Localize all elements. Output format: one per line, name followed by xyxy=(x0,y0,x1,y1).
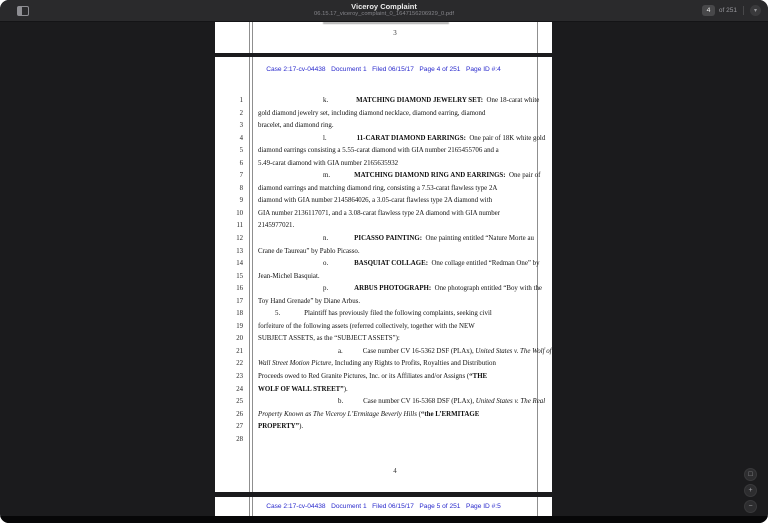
page-indicator xyxy=(702,0,761,21)
line-number: 28 xyxy=(236,435,243,443)
line-number: 11 xyxy=(236,222,243,230)
document-line xyxy=(215,423,552,436)
line-text: diamond with GIA number 2145864026, a 3.05-carat flawless type 2A diamond with xyxy=(258,197,493,205)
line-text: Property Known as The Viceroy L’Ermitage Beverly Hills (“the L’ERMITAGE xyxy=(258,410,480,418)
line-text: Toy Hand Grenade” by Diane Arbus. xyxy=(258,297,361,305)
line-text: 5. Plaintiff has previously filed the following complaints, seeking civil xyxy=(275,310,492,318)
document-line xyxy=(215,323,552,336)
page-footer-number: 4 xyxy=(393,467,397,475)
document-line xyxy=(215,285,552,298)
document-line xyxy=(215,398,552,411)
line-text: l. 11-CARAT DIAMOND EARRINGS: One pair of 18K white gold xyxy=(323,134,546,142)
line-text: a. Case number CV 16-5362 DSF (PLAx), United States v. The Wolf of xyxy=(338,347,552,355)
previous-page-footer-number: 3 xyxy=(393,29,397,37)
document-line xyxy=(215,185,552,198)
line-text: PROPERTY”). xyxy=(258,423,304,431)
line-text: Wall Street Motion Picture, Including any Rights to Profits, Royalties and Distribution xyxy=(258,360,496,368)
line-number: 18 xyxy=(236,310,243,318)
fit-page-icon: □ xyxy=(748,471,753,478)
document-line xyxy=(215,335,552,348)
line-number: 20 xyxy=(236,335,243,343)
line-text: SUBJECT ASSETS, as the “SUBJECT ASSETS”): xyxy=(258,335,400,343)
line-number: 27 xyxy=(236,423,243,431)
line-text: diamond earrings and matching diamond ring, consisting a 7.53-carat flawless type 2A xyxy=(258,184,498,192)
line-text: bracelet, and diamond ring. xyxy=(258,122,334,130)
zoom-in-icon: + xyxy=(748,487,753,494)
document-line xyxy=(215,310,552,323)
document-title: Viceroy Complaint xyxy=(351,2,417,11)
document-line xyxy=(215,210,552,223)
document-line xyxy=(215,110,552,123)
line-number: 4 xyxy=(239,134,243,142)
line-text: diamond earrings consisting a 5.55-carat diamond with GIA number 2165455706 and a xyxy=(258,147,499,155)
line-text: WOLF OF WALL STREET”). xyxy=(258,385,348,393)
chevron-down-icon: ▾ xyxy=(753,7,757,14)
line-number: 26 xyxy=(236,410,243,418)
line-text: 2145977021. xyxy=(258,222,295,230)
line-number: 15 xyxy=(236,272,243,280)
clipped-text-line xyxy=(323,22,449,24)
line-number: 6 xyxy=(239,159,243,167)
line-text: o. BASQUIAT COLLAGE: One collage entitled “Redman One” by xyxy=(323,260,540,268)
indicator-divider xyxy=(743,6,744,15)
document-line xyxy=(215,197,552,210)
line-number: 7 xyxy=(239,172,243,180)
document-line xyxy=(215,373,552,386)
bottom-bar xyxy=(0,516,768,523)
document-lines xyxy=(215,97,552,448)
line-number: 13 xyxy=(236,247,243,255)
court-filing-stamp: Case 2:17-cv-04438 Document 1 Filed 06/15/17 Page 4 of 251 Page ID #:4 xyxy=(266,66,501,73)
line-number: 1 xyxy=(239,97,243,104)
line-text: n. PICASSO PAINTING: One painting entitled “Nature Morte au xyxy=(323,235,534,243)
pleading-rule-left-outer xyxy=(249,22,250,53)
document-line xyxy=(215,411,552,424)
line-text: 5.49-carat diamond with GIA number 2165635932 xyxy=(258,159,399,167)
zoom-in-button[interactable] xyxy=(744,484,757,497)
line-number: 22 xyxy=(236,360,243,368)
document-line xyxy=(215,273,552,286)
line-number: 16 xyxy=(236,285,243,293)
line-number: 9 xyxy=(239,197,243,205)
page-number-input[interactable]: 4 xyxy=(702,5,715,16)
titlebar xyxy=(0,0,768,22)
page-total-label: of 251 xyxy=(718,7,737,14)
line-text: k. MATCHING DIAMOND JEWELRY SET: One 18-carat white xyxy=(323,97,540,104)
document-line xyxy=(215,147,552,160)
pdf-page-current xyxy=(215,57,552,492)
zoom-out-button[interactable] xyxy=(744,500,757,513)
line-number: 2 xyxy=(239,109,243,117)
court-filing-stamp-next: Case 2:17-cv-04438 Document 1 Filed 06/15/17 Page 5 of 251 Page ID #:5 xyxy=(266,503,501,510)
document-line xyxy=(215,222,552,235)
title-wrap xyxy=(0,2,768,18)
page-menu-button[interactable] xyxy=(750,5,761,16)
line-number: 19 xyxy=(236,322,243,330)
pdf-page-next xyxy=(215,497,552,516)
line-number: 12 xyxy=(236,235,243,243)
fit-page-button[interactable] xyxy=(744,468,757,481)
line-text: GIA number 2136117071, and a 3.08-carat flawless type 2A diamond with GIA number xyxy=(258,209,501,217)
document-line xyxy=(215,260,552,273)
pleading-rule-left-inner xyxy=(252,22,253,53)
line-number: 23 xyxy=(236,373,243,381)
line-number: 21 xyxy=(236,347,243,355)
document-line xyxy=(215,348,552,361)
document-line xyxy=(215,298,552,311)
document-line xyxy=(215,97,552,110)
line-text: m. MATCHING DIAMOND RING AND EARRINGS: One pair of xyxy=(323,172,541,180)
document-line xyxy=(215,235,552,248)
document-line xyxy=(215,386,552,399)
line-number: 14 xyxy=(236,260,243,268)
line-number: 25 xyxy=(236,398,243,406)
document-line xyxy=(215,135,552,148)
zoom-out-icon: − xyxy=(748,503,753,510)
document-line xyxy=(215,248,552,261)
document-line xyxy=(215,436,552,449)
document-line xyxy=(215,360,552,373)
line-text: forfeiture of the following assets (referred collectively, together with the NEW xyxy=(258,322,475,330)
pleading-rule-right xyxy=(537,22,538,53)
line-number: 24 xyxy=(236,385,243,393)
line-number: 10 xyxy=(236,209,243,217)
line-text: p. ARBUS PHOTOGRAPH: One photograph entitled “Boy with the xyxy=(323,285,542,293)
document-line xyxy=(215,160,552,173)
pdf-page-previous xyxy=(215,22,552,53)
line-text: Crane de Taureau” by Pablo Picasso. xyxy=(258,247,360,255)
line-text: Jean-Michel Basquiat. xyxy=(258,272,320,280)
line-number: 3 xyxy=(239,122,243,130)
line-text: gold diamond jewelry set, including diamond necklace, diamond earring, diamond xyxy=(258,109,486,117)
line-number: 5 xyxy=(239,147,243,155)
view-controls xyxy=(744,468,757,513)
document-line xyxy=(215,172,552,185)
line-text: b. Case number CV 16-5368 DSF (PLAx), United States v. The Real xyxy=(338,398,546,406)
document-line xyxy=(215,122,552,135)
line-number: 8 xyxy=(239,184,243,192)
line-number: 17 xyxy=(236,297,243,305)
document-filename: 06.15.17_viceroy_complaint_0_1647156206929_0.pdf xyxy=(314,11,454,17)
line-text: Proceeds owed to Red Granite Pictures, Inc. or its Affiliates and/or Assigns (“THE xyxy=(258,373,488,381)
